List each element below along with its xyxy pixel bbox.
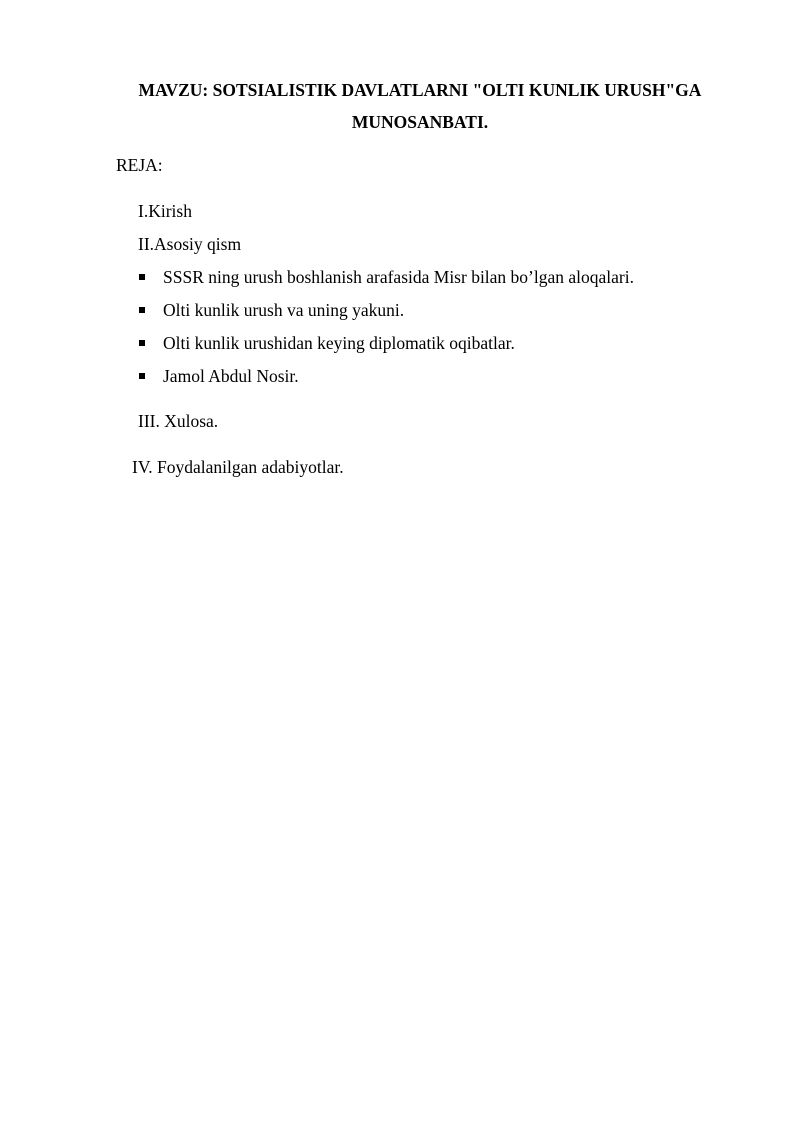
outline-item-references: IV. Foydalanilgan adabiyotlar. [132, 457, 344, 477]
outline-item-main-part: II.Asosiy qism [138, 234, 242, 254]
bullet-square-icon [139, 340, 145, 346]
document-title [60, 74, 780, 138]
bullet-square-icon [139, 274, 145, 280]
outline-item-conclusion: III. Xulosa. [138, 411, 219, 431]
plan-heading: REJA: [116, 155, 163, 175]
outline-bullet-item: Olti kunlik urushidan keying diplomatik oqibatlar. [163, 333, 515, 353]
outline-bullet-item: Jamol Abdul Nosir. [163, 366, 299, 386]
bullet-square-icon [139, 307, 145, 313]
bullet-square-icon [139, 373, 145, 379]
outline-bullet-item: SSSR ning urush boshlanish arafasida Misr bilan bo’lgan aloqalari. [163, 267, 634, 287]
outline-bullet-item: Olti kunlik urush va uning yakuni. [163, 300, 405, 320]
outline-item-introduction: I.Kirish [138, 201, 192, 221]
title-line-2: MUNOSANBATI. [351, 112, 489, 132]
title-line-1: MAVZU: SOTSIALISTIK DAVLATLARNI "OLTI KUNLIK URUSH"GA [138, 80, 702, 100]
